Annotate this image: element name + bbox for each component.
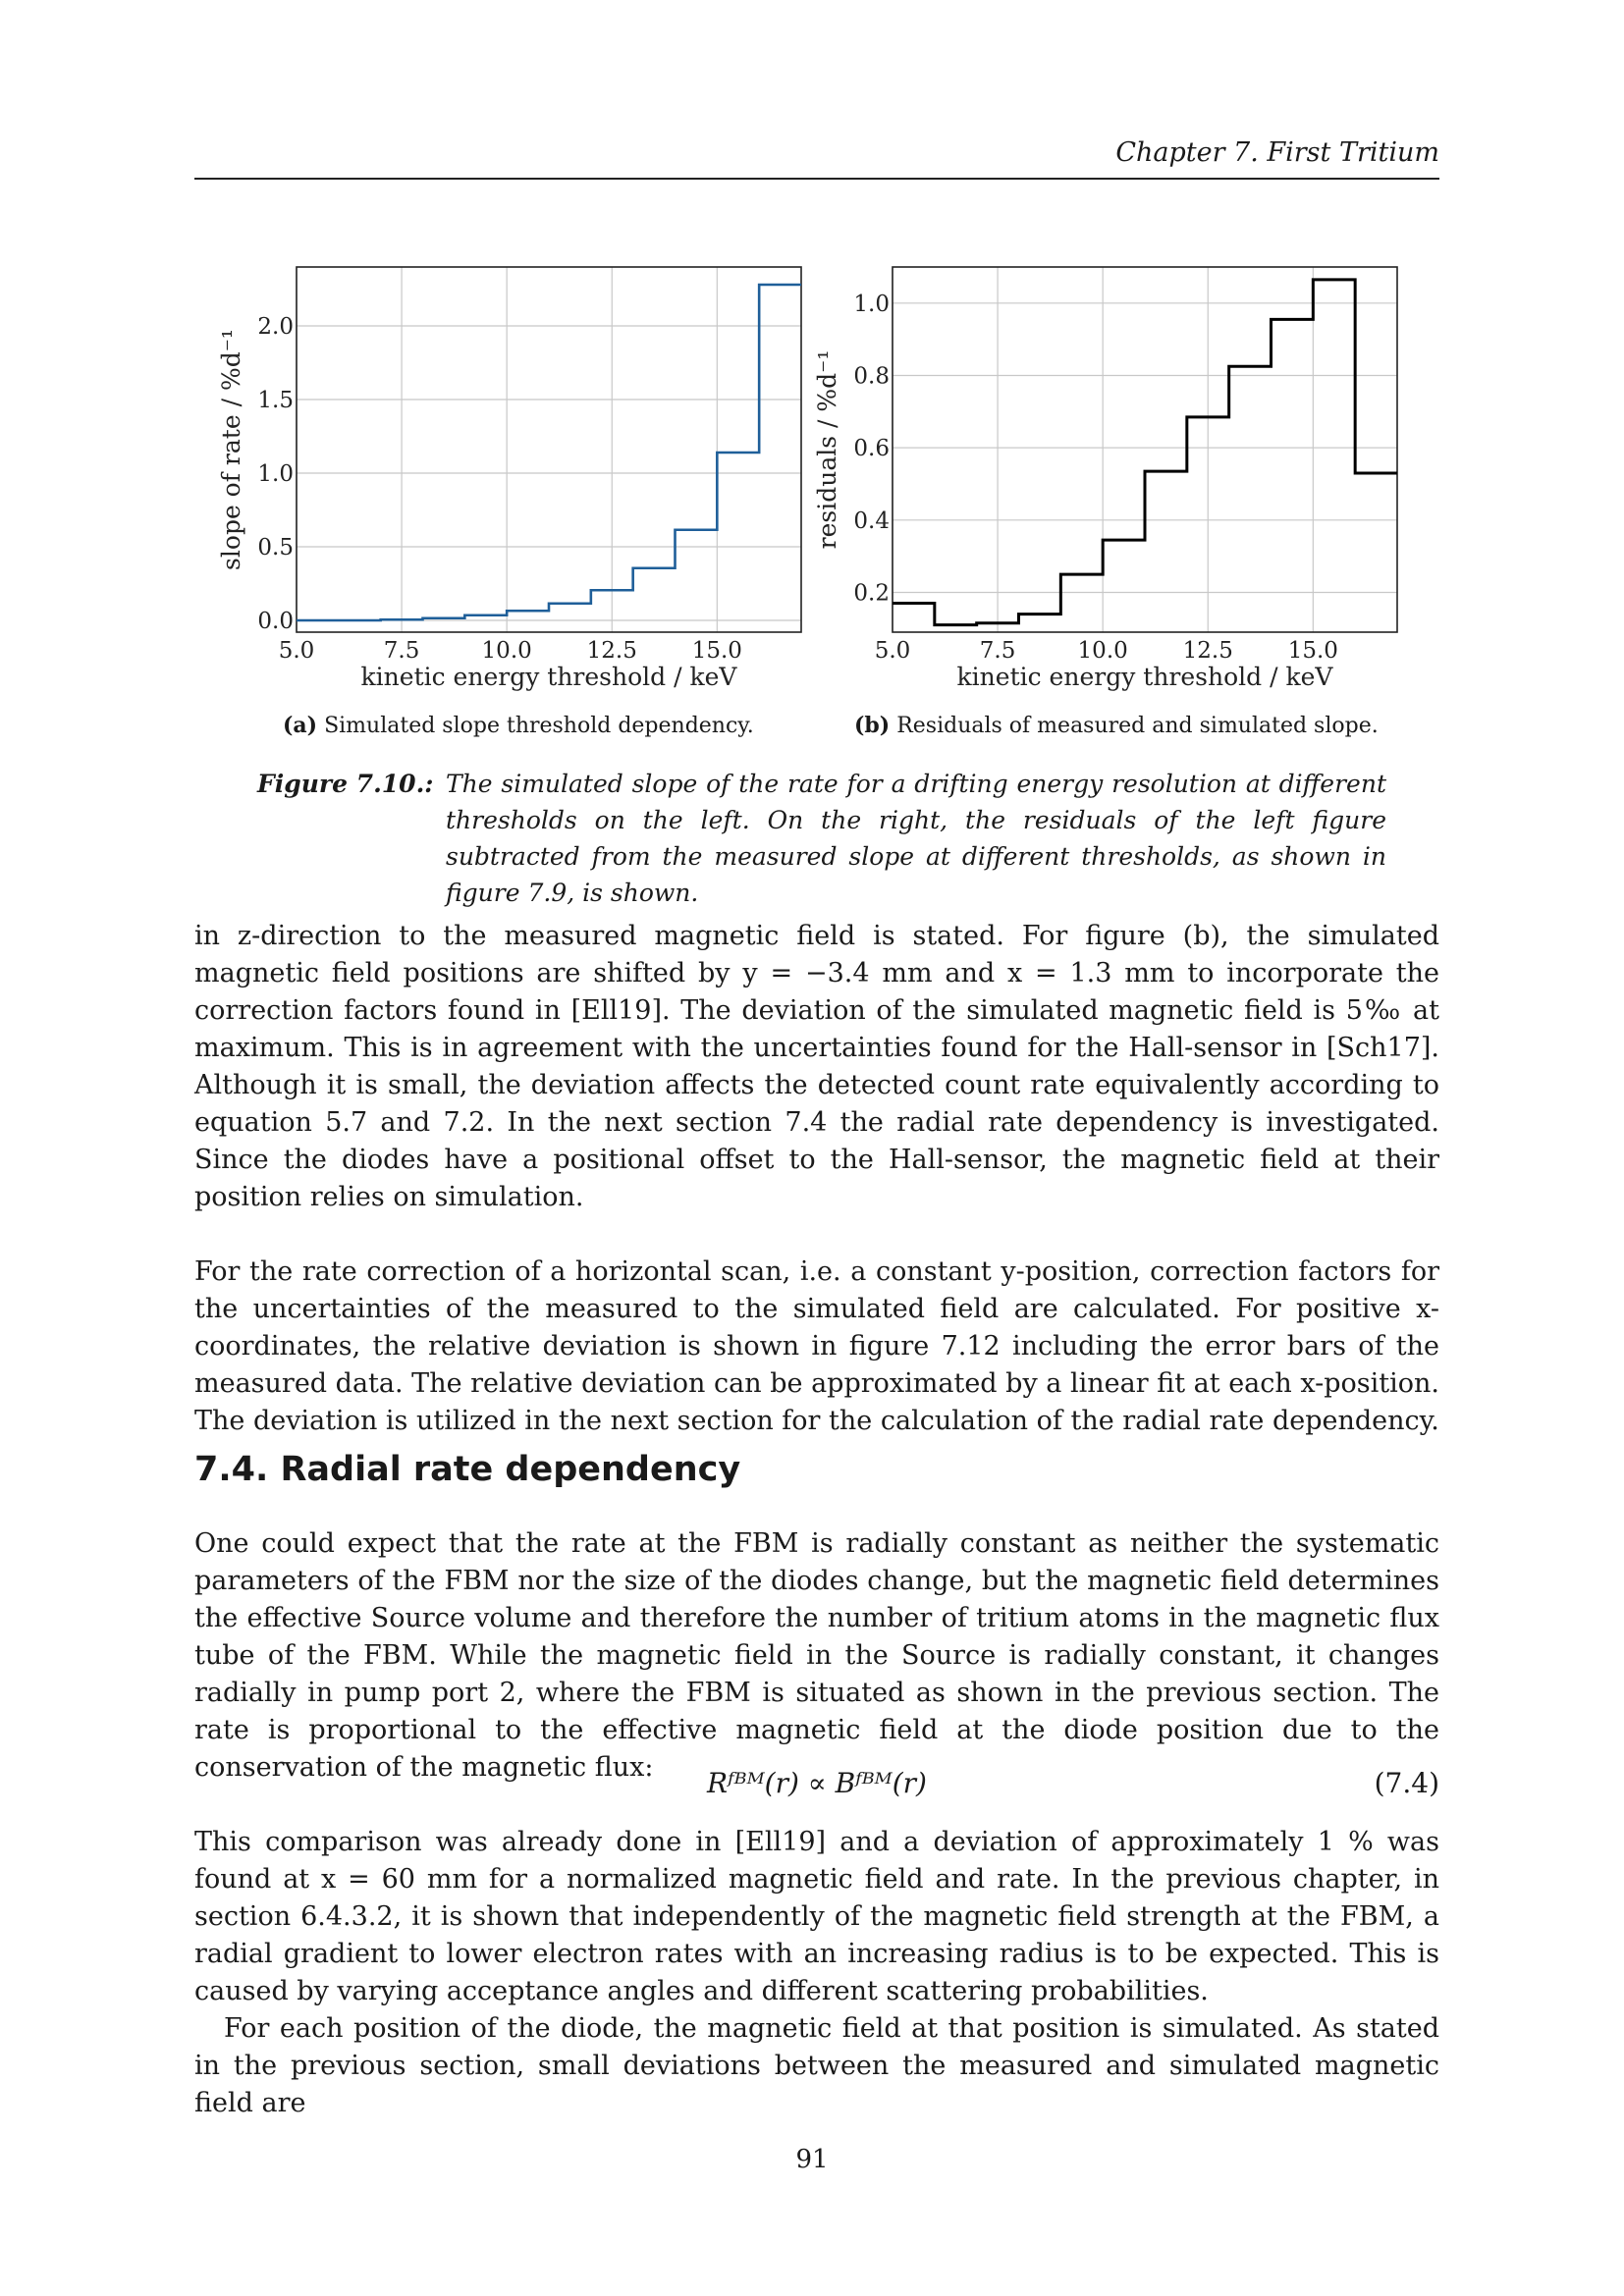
body-text-section — [194, 1525, 1439, 1787]
figure-caption-text: The simulated slope of the rate for a drifting energy resolution at different thresholds on the left. On the right, the residuals of the left figure subtracted from the measured slope at different thresholds, as shown in figure 7.9, is shown. — [446, 770, 1386, 907]
plot-frame — [893, 267, 1397, 632]
equation-body: Rᶠᴮᴹ(r) ∝ Bᶠᴮᴹ(r) — [707, 1767, 927, 1799]
grid-lines — [893, 267, 1397, 632]
x-axis-label: kinetic energy threshold / keV — [956, 663, 1333, 691]
y-tick-label: 0.5 — [257, 535, 294, 561]
y-tick-label: 0.0 — [257, 609, 294, 634]
y-axis-label: slope of rate / %d⁻¹ — [217, 329, 245, 570]
figure-caption — [257, 766, 1386, 911]
header-rule — [194, 178, 1439, 180]
y-axis-label: residuals / %d⁻¹ — [813, 349, 841, 550]
x-tick-label: 10.0 — [1077, 638, 1128, 664]
running-head: Chapter 7. First Tritium — [1115, 137, 1439, 168]
paragraph-magnetic-field: in z-direction to the measured magnetic field is stated. For figure (b), the simulated magnetic field positions are shifted by y = −3.4 mm and x = 1.3 mm to incorporate the correction factors found in [Ell19]. The deviation of the simulated magnetic field is 5‰ at maximum. This is in agreement with the uncertainties found for the Hall-sensor in [Sch17]. Although it is small, the deviation affects the detected count rate equivalently according to equation 5.7 and 7.2. In the next section 7.4 the radial rate dependency is investigated. Since the diodes have a positional offset to the Hall-sensor, the magnetic field at their position relies on simulation. — [194, 921, 1439, 1212]
step-series-line — [297, 285, 801, 620]
y-tick-label: 0.2 — [853, 580, 890, 607]
x-axis-label: kinetic energy threshold / keV — [360, 663, 737, 691]
subfigure-b-caption — [854, 713, 1379, 738]
y-tick-label: 0.6 — [853, 436, 890, 462]
equation-number: (7.4) — [1374, 1767, 1439, 1799]
subfigure-b-label: (b) — [854, 713, 891, 738]
x-tick-label: 12.5 — [586, 638, 637, 664]
x-tick-label: 5.0 — [874, 638, 911, 664]
y-tick-label: 0.8 — [853, 363, 890, 390]
x-tick-label: 15.0 — [1287, 638, 1338, 664]
paragraph-rate-correction: For the rate correction of a horizontal scan, i.e. a constant y-position, correction factors for the uncertainties of the measured to the simulated field are calculated. For positive x-coordinates, the relative deviation is shown in figure 7.12 including the error bars of the measured data. The relative deviation can be approximated by a linear fit at each x-position. The deviation is utilized in the next section for the calculation of the radial rate dependency. — [194, 1256, 1439, 1436]
page-number: 91 — [795, 2145, 829, 2174]
plot-frame — [297, 267, 801, 632]
y-tick-label: 1.0 — [853, 291, 890, 317]
paragraph-diode-position: For each position of the diode, the magnetic field at that position is simulated. As stated in the previous section, small deviations between the measured and simulated magnetic field are — [194, 2013, 1439, 2118]
x-tick-label: 12.5 — [1182, 638, 1233, 664]
subfigure-a-caption — [283, 713, 754, 738]
step-series-line — [893, 280, 1397, 625]
x-tick-label: 7.5 — [979, 638, 1016, 664]
subfigure-b-text: Residuals of measured and simulated slope. — [896, 714, 1379, 738]
subfigure-a-label: (a) — [283, 713, 318, 738]
y-tick-label: 1.0 — [257, 461, 294, 487]
equation-7-4 — [194, 1767, 1439, 1806]
section-title: 7.4. Radial rate dependency — [194, 1450, 741, 1489]
x-tick-label: 5.0 — [278, 638, 315, 664]
chart-slope-of-rate — [196, 250, 825, 702]
chart-residuals — [815, 250, 1424, 702]
grid-lines — [297, 267, 801, 632]
y-tick-label: 1.5 — [257, 388, 294, 413]
y-tick-label: 0.4 — [853, 507, 890, 534]
paragraph-comparison: This comparison was already done in [Ell19] and a deviation of approximately 1 % was found at x = 60 mm for a normalized magnetic field and rate. In the previous chapter, in section 6.4.3.2, it is shown that independently of the magnetic field strength at the FBM, a radial gradient to lower electron rates with an increasing radius is to be expected. This is caused by varying acceptance angles and different scattering probabilities. — [194, 1827, 1439, 2006]
body-text-lower — [194, 1824, 1439, 2122]
x-tick-label: 15.0 — [691, 638, 742, 664]
y-tick-label: 2.0 — [257, 314, 294, 340]
subfigure-a-text: Simulated slope threshold dependency. — [324, 714, 754, 738]
figure-caption-label: Figure 7.10.: — [257, 770, 434, 798]
paragraph-radial-intro: One could expect that the rate at the FBM is radially constant as neither the systematic parameters of the FBM nor the size of the diodes change, but the magnetic field determines the effective Source volume and therefore the number of tritium atoms in the magnetic flux tube of the FBM. While the magnetic field in the Source is radially constant, it changes radially in pump port 2, where the FBM is situated as shown in the previous section. The rate is proportional to the effective magnetic field at the diode position due to the conservation of the magnetic flux: — [194, 1528, 1439, 1783]
x-tick-label: 10.0 — [481, 638, 532, 664]
body-text-upper — [194, 918, 1439, 1440]
x-tick-label: 7.5 — [383, 638, 420, 664]
